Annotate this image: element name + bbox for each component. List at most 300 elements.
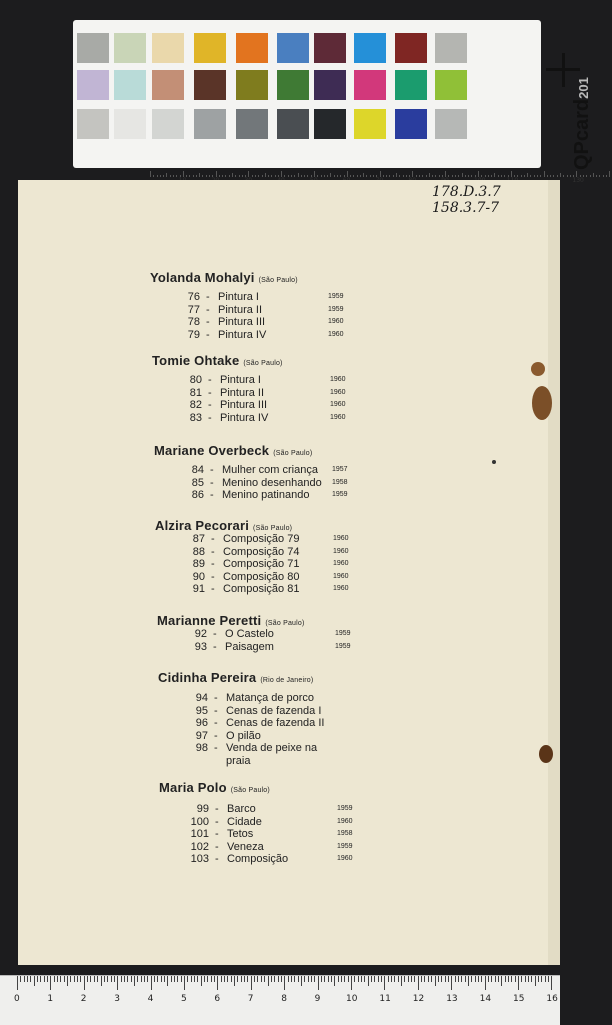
work-row: [155, 571, 415, 584]
catalog-page: [18, 180, 560, 965]
work-separator: -: [215, 803, 219, 815]
ruler-tick: [34, 976, 35, 986]
ruler-tick: [104, 976, 105, 982]
annotation-line-2: 158.3.7-7: [432, 200, 500, 216]
scale-tick: [206, 175, 207, 177]
color-swatch: [152, 33, 184, 63]
ruler-tick: [291, 976, 292, 982]
artist-name: [154, 443, 414, 458]
work-year: 1959: [335, 642, 351, 650]
color-swatch: [236, 70, 268, 100]
ruler-tick: [40, 976, 41, 982]
work-row: [158, 755, 418, 768]
work-number: 79: [187, 328, 200, 341]
scale-tick: [521, 175, 522, 177]
scale-tick: [357, 175, 358, 177]
ruler-label: 3: [114, 994, 120, 1004]
ruler-tick: [368, 976, 369, 986]
work-separator: -: [206, 328, 210, 341]
scale-tick: [586, 175, 587, 177]
color-swatch: [314, 109, 346, 139]
ruler-tick: [318, 976, 319, 990]
work-separator: -: [208, 374, 212, 386]
color-swatch: [77, 70, 109, 100]
ruler-tick: [451, 976, 452, 990]
ruler-tick: [264, 976, 265, 982]
ruler-tick: [374, 976, 375, 982]
scale-tick: [399, 175, 400, 177]
scale-tick: [386, 175, 387, 177]
ruler-tick: [284, 976, 285, 990]
scale-tick: [150, 171, 151, 177]
works-list: [155, 533, 415, 596]
artist-location: (São Paulo): [258, 277, 298, 284]
color-swatch: [152, 109, 184, 139]
work-title: Tetos: [227, 828, 254, 841]
work-number: 90: [192, 570, 205, 583]
ruler-tick: [398, 976, 399, 982]
scale-tick: [262, 175, 263, 177]
color-swatch: [194, 33, 226, 63]
scale-tick: [321, 175, 322, 177]
scale-tick: [458, 175, 459, 177]
scale-tick: [334, 175, 335, 177]
work-number: 83: [189, 411, 202, 424]
work-number: 89: [192, 558, 205, 571]
scale-label: 130: [572, 177, 584, 184]
ruler-tick: [348, 976, 349, 982]
work-title: Pintura III: [220, 399, 268, 412]
scale-tick: [258, 175, 259, 177]
work-row: [152, 412, 412, 425]
scale-tick: [176, 175, 177, 177]
artist-name: [158, 670, 418, 685]
scale-tick: [255, 175, 256, 177]
ruler-tick: [354, 976, 355, 982]
ruler-tick: [488, 976, 489, 982]
ruler-tick: [124, 976, 125, 982]
ruler-tick: [541, 976, 542, 982]
ruler-label: 4: [147, 994, 154, 1004]
ruler-tick: [478, 976, 479, 982]
scale-tick: [307, 175, 308, 177]
ruler-tick: [201, 976, 202, 986]
work-year: 1960: [333, 560, 349, 568]
scale-tick: [389, 175, 390, 177]
ruler-tick: [134, 976, 135, 986]
card-brand-label: [571, 77, 594, 170]
artist-name-text: Marianne Peretti: [157, 613, 262, 628]
ruler-tick: [54, 976, 55, 982]
ruler-tick: [94, 976, 95, 982]
work-separator: -: [206, 291, 210, 303]
ruler-tick: [70, 976, 71, 982]
ruler-tick: [181, 976, 182, 982]
artist-location: (São Paulo): [243, 360, 283, 367]
work-row: [152, 387, 412, 400]
ruler-tick: [278, 976, 279, 982]
ruler-tick: [485, 976, 486, 990]
work-year: 1959: [335, 630, 351, 637]
work-title: Pintura I: [220, 374, 261, 386]
ruler-tick: [261, 976, 262, 982]
scale-tick: [491, 175, 492, 177]
rust-stain: [532, 386, 552, 420]
artist-name: [159, 780, 419, 795]
work-title: Cenas de fazenda II: [226, 717, 325, 730]
scale-tick: [193, 175, 194, 177]
color-swatch: [314, 70, 346, 100]
work-separator: -: [211, 583, 215, 596]
ruler-tick: [298, 976, 299, 982]
scale-tick: [157, 175, 158, 177]
ruler-tick: [44, 976, 45, 982]
scale-tick: [363, 173, 364, 177]
scale-tick: [229, 175, 230, 177]
ruler-tick: [231, 976, 232, 982]
work-row: [152, 399, 412, 412]
ruler-tick: [371, 976, 372, 982]
scale-tick: [570, 175, 571, 177]
ruler-tick: [515, 976, 516, 982]
color-swatch: [277, 109, 309, 139]
work-separator: -: [211, 558, 215, 571]
ruler-tick: [438, 976, 439, 982]
ruler-tick: [107, 976, 108, 982]
work-separator: -: [210, 476, 214, 489]
scale-tick: [488, 175, 489, 177]
scale-tick: [301, 175, 302, 177]
artist-location: (São Paulo): [265, 620, 305, 627]
color-swatch: [395, 33, 427, 63]
work-year: 1960: [333, 572, 349, 580]
ruler-tick: [465, 976, 466, 982]
work-number: 91: [192, 583, 205, 596]
ruler-tick: [545, 976, 546, 982]
ruler-tick: [491, 976, 492, 982]
ruler-tick: [364, 976, 365, 982]
work-row: [154, 464, 414, 477]
scale-tick: [553, 175, 554, 177]
ruler-label: 8: [281, 994, 287, 1004]
ruler-tick: [60, 976, 61, 982]
ruler-tick: [498, 976, 499, 982]
work-number: 103: [190, 853, 209, 866]
scale-tick: [590, 175, 591, 177]
scale-tick: [291, 175, 292, 177]
ruler-tick: [378, 976, 379, 982]
ruler-tick: [80, 976, 81, 982]
ruler-tick: [551, 976, 552, 990]
work-row: [158, 705, 418, 718]
color-swatch: [152, 70, 184, 100]
work-separator: -: [214, 704, 218, 717]
ruler-tick: [157, 976, 158, 982]
ruler-tick: [237, 976, 238, 982]
artist-name-text: Mariane Overbeck: [154, 443, 270, 458]
scale-tick: [370, 175, 371, 177]
ruler-tick: [57, 976, 58, 982]
ruler-tick: [131, 976, 132, 982]
scale-tick: [567, 175, 568, 177]
ruler-tick: [167, 976, 168, 986]
works-list: [152, 374, 412, 424]
scale-tick: [471, 175, 472, 177]
work-number: 87: [192, 533, 205, 545]
ruler-tick: [234, 976, 235, 986]
ruler-tick: [274, 976, 275, 982]
ruler-tick: [187, 976, 188, 982]
scale-tick: [426, 175, 427, 177]
work-year: 1960: [333, 547, 349, 555]
work-title: praia: [226, 754, 251, 767]
scale-tick: [298, 173, 299, 177]
ruler-tick: [408, 976, 409, 982]
work-year: 1959: [337, 842, 353, 850]
ruler-tick: [401, 976, 402, 986]
color-calibration-card: [73, 20, 593, 184]
color-swatch: [114, 109, 146, 139]
scale-tick: [544, 171, 545, 177]
ruler-tick: [227, 976, 228, 982]
work-year: 1958: [337, 830, 353, 838]
ruler-tick: [351, 976, 352, 990]
ruler-tick: [67, 976, 68, 986]
work-title: Cenas de fazenda I: [226, 704, 322, 717]
scale-tick: [268, 175, 269, 177]
scale-tick: [153, 175, 154, 177]
ruler-tick: [508, 976, 509, 982]
work-row: [158, 717, 418, 730]
color-swatch: [236, 109, 268, 139]
rust-stain: [539, 745, 553, 763]
ruler-tick: [184, 976, 185, 990]
ruler-tick: [37, 976, 38, 982]
ruler-tick: [17, 976, 18, 990]
work-separator: -: [213, 628, 217, 640]
work-number: 76: [187, 291, 200, 303]
ruler-tick: [481, 976, 482, 982]
ruler-label: 10: [346, 994, 358, 1004]
scale-tick: [534, 175, 535, 177]
ruler-tick: [314, 976, 315, 982]
work-year: 1958: [332, 478, 348, 486]
work-separator: -: [208, 386, 212, 399]
ruler-tick: [151, 976, 152, 990]
ruler-tick: [247, 976, 248, 982]
ruler-tick: [431, 976, 432, 982]
work-separator: -: [210, 464, 214, 476]
scale-tick: [209, 175, 210, 177]
work-title: Barco: [227, 803, 256, 815]
ruler-tick: [521, 976, 522, 982]
scale-tick: [330, 173, 331, 177]
ruler-tick: [221, 976, 222, 982]
work-year: 1957: [332, 466, 348, 473]
ruler-label: 13: [446, 994, 458, 1004]
rust-stain: [531, 362, 545, 376]
ruler-tick: [141, 976, 142, 982]
work-separator: -: [206, 316, 210, 329]
ruler-tick: [257, 976, 258, 982]
scale-tick: [455, 175, 456, 177]
work-separator: -: [211, 545, 215, 558]
scale-tick: [242, 175, 243, 177]
ruler-label: 14: [479, 994, 492, 1004]
scale-tick: [609, 171, 610, 177]
scale-tick: [163, 175, 164, 177]
ruler-tick: [301, 976, 302, 986]
color-swatch: [277, 70, 309, 100]
scale-tick: [550, 175, 551, 177]
work-row: [158, 742, 418, 755]
work-separator: -: [215, 815, 219, 828]
ruler-tick: [495, 976, 496, 982]
artist-location: (São Paulo): [253, 525, 293, 532]
scale-tick: [340, 175, 341, 177]
scale-tick: [527, 173, 528, 177]
scale-tick: [439, 175, 440, 177]
ruler-label: 0: [14, 994, 20, 1004]
work-row: [150, 291, 410, 304]
work-row: [158, 692, 418, 705]
color-swatch: [435, 70, 467, 100]
work-row: [152, 374, 412, 387]
work-separator: -: [214, 742, 218, 755]
scale-tick: [501, 175, 502, 177]
ruler-tick: [251, 976, 252, 990]
artist-name: [155, 518, 415, 533]
scale-tick: [422, 175, 423, 177]
ruler-tick: [217, 976, 218, 990]
work-row: [154, 477, 414, 490]
scale-tick: [524, 175, 525, 177]
color-swatch: [354, 33, 386, 63]
scale-tick: [462, 173, 463, 177]
scale-tick: [547, 175, 548, 177]
ruler-tick: [328, 976, 329, 982]
scale-tick: [435, 175, 436, 177]
work-number: 78: [187, 316, 200, 329]
work-row: [150, 329, 410, 342]
scale-tick: [353, 175, 354, 177]
ruler-tick: [455, 976, 456, 982]
scale-tick: [373, 175, 374, 177]
work-separator: -: [210, 489, 214, 502]
ruler-label: 2: [80, 994, 87, 1004]
scale-tick: [327, 175, 328, 177]
work-number: 86: [191, 489, 204, 502]
artist-entry: [159, 780, 419, 866]
color-swatch: [114, 70, 146, 100]
artist-entry: [155, 518, 415, 596]
ruler-tick: [50, 976, 51, 990]
color-swatch: [435, 33, 467, 63]
ruler-label: 1: [47, 994, 54, 1004]
ruler-tick: [111, 976, 112, 982]
ruler-tick: [64, 976, 65, 982]
ruler-tick: [117, 976, 118, 990]
work-row: [154, 489, 414, 502]
scale-tick: [599, 175, 600, 177]
ruler-tick: [214, 976, 215, 982]
ruler-tick: [505, 976, 506, 982]
ruler-label: 11: [379, 994, 391, 1004]
ruler-tick: [394, 976, 395, 982]
artist-entry: [152, 353, 412, 424]
annotation-line-1: 178.D.3.7: [432, 184, 501, 200]
work-title: Pintura III: [218, 316, 266, 329]
handwritten-annotation: [432, 184, 501, 216]
works-list: [150, 291, 410, 341]
work-year: 1960: [330, 376, 346, 383]
ruler-tick: [391, 976, 392, 982]
scale-tick: [593, 173, 594, 177]
work-separator: -: [214, 692, 218, 704]
ruler-tick: [388, 976, 389, 982]
ruler-tick: [74, 976, 75, 982]
work-number: 102: [190, 840, 209, 853]
ruler-tick: [501, 976, 502, 986]
artist-name: [157, 613, 417, 628]
ruler-label: 5: [181, 994, 187, 1004]
work-number: 96: [195, 717, 208, 730]
ruler-tick: [288, 976, 289, 982]
work-separator: -: [215, 853, 219, 866]
ruler-tick: [114, 976, 115, 982]
scale-tick: [275, 175, 276, 177]
work-row: [155, 533, 415, 546]
scale-tick: [498, 175, 499, 177]
work-separator: -: [206, 303, 210, 316]
ruler-tick: [161, 976, 162, 982]
work-title: Menino patinando: [222, 489, 310, 502]
scale-tick: [196, 175, 197, 177]
artist-name-text: Yolanda Mohalyi: [150, 270, 255, 285]
work-number: 80: [189, 374, 202, 386]
ruler-tick: [531, 976, 532, 982]
artist-name-text: Maria Polo: [159, 780, 227, 795]
work-separator: -: [215, 828, 219, 841]
work-title: Composição 80: [223, 570, 300, 583]
work-separator: -: [208, 399, 212, 412]
work-title: Menino desenhando: [222, 476, 322, 489]
ruler-tick: [254, 976, 255, 982]
ruler-label: 15: [513, 994, 525, 1004]
work-year: 1959: [337, 805, 353, 812]
ruler-tick: [518, 976, 519, 990]
work-number: 81: [189, 386, 202, 399]
scale-tick: [596, 175, 597, 177]
scale-tick: [468, 175, 469, 177]
ruler-tick: [411, 976, 412, 982]
ruler-tick: [471, 976, 472, 982]
ruler-label: 7: [247, 994, 254, 1004]
work-year: 1959: [328, 293, 344, 300]
color-swatch: [354, 109, 386, 139]
work-year: 1960: [328, 318, 344, 326]
work-title: Mulher com criança: [222, 464, 318, 476]
scale-tick: [173, 175, 174, 177]
page-fold: [548, 180, 560, 965]
work-number: 82: [189, 399, 202, 412]
ruler-tick: [90, 976, 91, 982]
scale-tick: [557, 175, 558, 177]
ruler-label: 16: [546, 994, 558, 1004]
scale-tick: [304, 175, 305, 177]
ruler-tick: [224, 976, 225, 982]
ruler-tick: [458, 976, 459, 982]
